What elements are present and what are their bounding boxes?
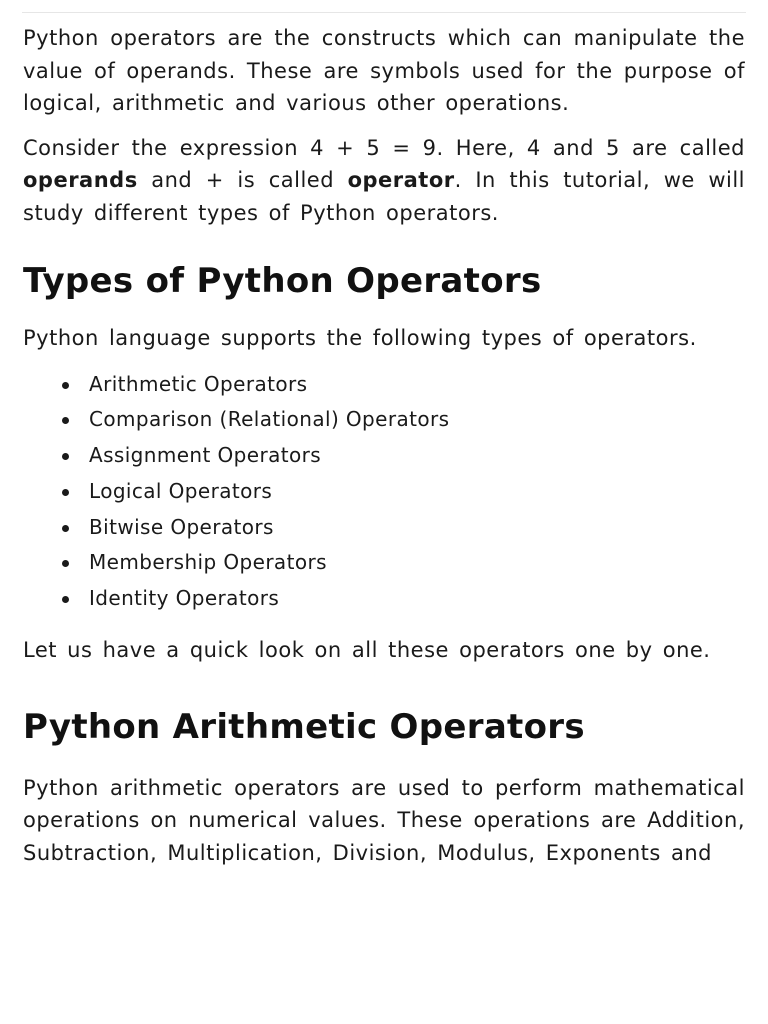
bullet-icon [62,382,69,389]
bullet-icon [62,525,69,532]
list-item-label: Comparison (Relational) Operators [89,407,450,432]
bullet-icon [62,489,69,496]
operands-term: operands [23,168,138,192]
expression-text-3: . In this tutorial, we will study different types of Python operators. [23,168,745,225]
types-paragraph: Python language supports the following types of operators. [23,326,697,350]
list-item [23,581,745,617]
list-item [23,510,745,546]
bullet-icon [62,417,69,424]
list-item [23,402,745,438]
list-item-label: Identity Operators [89,586,280,611]
list-item-label: Assignment Operators [89,443,322,468]
closing-paragraph: Let us have a quick look on all these operators one by one. [23,638,711,663]
operator-types-list [23,367,745,618]
list-item [23,545,745,581]
list-item [23,474,745,510]
expression-text-2: and + is called [137,168,348,192]
intro-paragraph: Python operators are the constructs which can manipulate the value of operands. These are symbols used for the purpose of logical, arithmetic and various other operations. [23,26,745,115]
arithmetic-heading: Python Arithmetic Operators [23,706,585,747]
bullet-icon [62,560,69,567]
list-item-label: Bitwise Operators [89,514,274,539]
list-item [23,438,745,474]
bullet-icon [62,596,69,603]
types-heading: Types of Python Operators [23,261,542,301]
expression-paragraph [23,132,745,230]
list-item-label: Logical Operators [89,478,273,503]
list-item [23,367,745,403]
list-item-label: Membership Operators [89,550,327,575]
expression-text-1: Consider the expression 4 + 5 = 9. Here, 4 and 5 are called [23,135,745,160]
list-item-label: Arithmetic Operators [89,371,308,396]
arithmetic-paragraph: Python arithmetic operators are used to perform mathematical operations on numerical values. These operations are Addition, Subtraction, Multiplication, Division, Modulus, Exponents and [23,775,745,865]
bullet-icon [62,453,69,460]
top-divider [22,12,746,13]
article-body [23,22,745,869]
operator-term: operator [347,168,455,192]
